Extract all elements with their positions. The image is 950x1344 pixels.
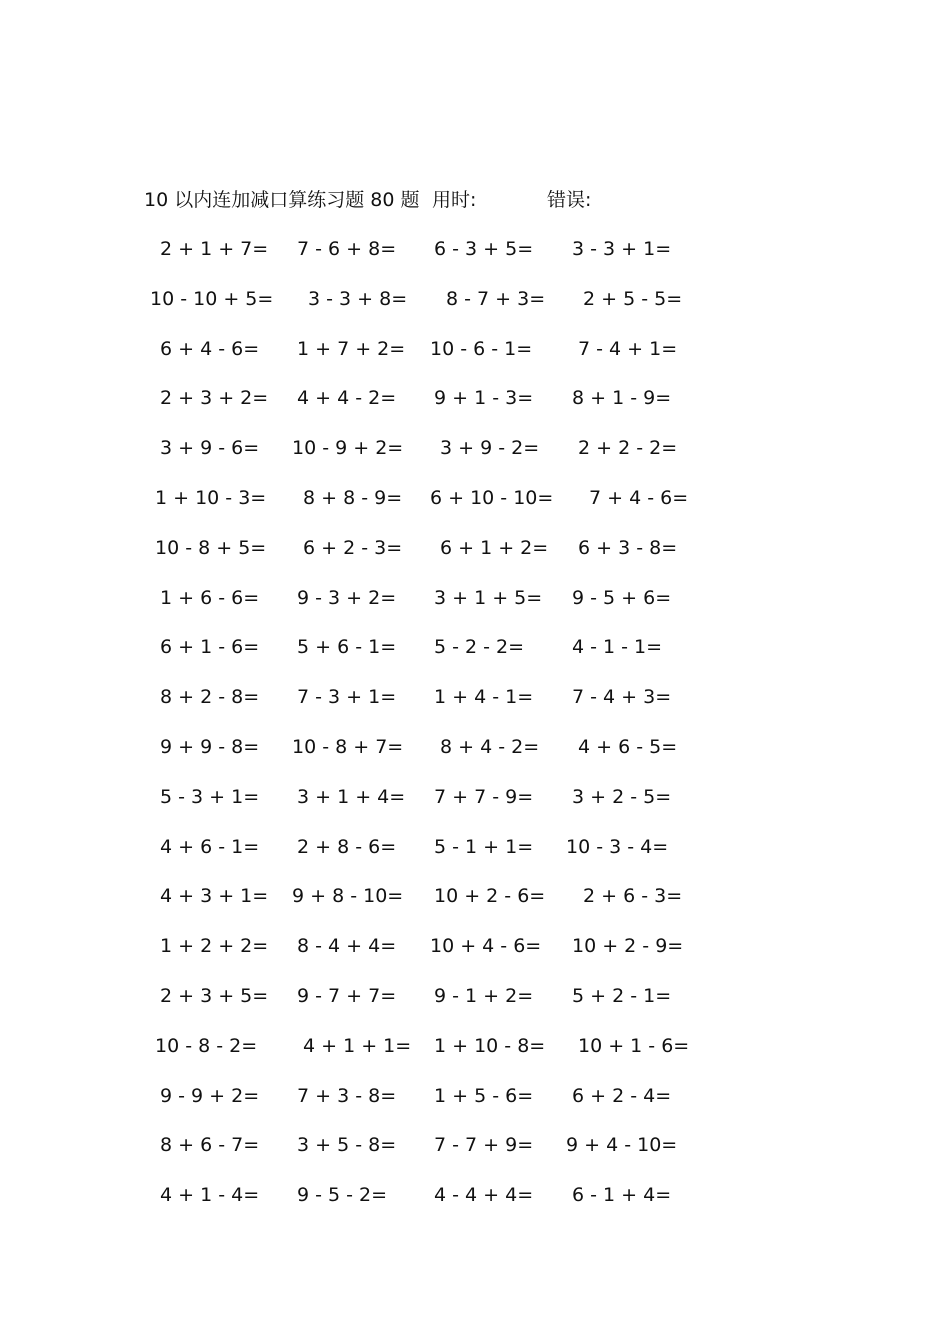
arithmetic-problem: 8 + 6 - 7= [160,1134,260,1157]
problem-row [0,681,950,713]
arithmetic-problem: 5 - 3 + 1= [160,785,260,808]
arithmetic-problem: 2 + 3 + 2= [160,387,269,410]
problem-row [0,880,950,912]
problem-row [0,631,950,663]
arithmetic-problem: 8 + 4 - 2= [440,736,540,758]
arithmetic-problem: 1 + 4 - 1= [434,686,534,709]
arithmetic-problem: 9 + 9 - 8= [160,736,260,758]
arithmetic-problem: 6 + 3 - 8= [578,536,678,559]
problem-row [0,333,950,365]
arithmetic-problem: 9 - 9 + 2= [160,1084,260,1107]
problem-row [0,731,950,763]
problem-row [0,582,950,614]
arithmetic-problem: 3 + 1 + 5= [434,586,543,609]
arithmetic-problem: 10 + 2 - 9= [572,935,684,958]
problem-row [0,831,950,863]
problem-row [0,980,950,1012]
arithmetic-problem: 9 - 7 + 7= [297,985,397,1007]
arithmetic-problem: 10 + 2 - 6= [434,885,546,908]
arithmetic-problem: 4 + 6 - 5= [578,736,678,758]
problem-row [0,930,950,962]
arithmetic-problem: 9 + 1 - 3= [434,387,534,410]
arithmetic-problem: 4 + 1 - 4= [160,1184,260,1207]
arithmetic-problem: 1 + 6 - 6= [160,586,260,609]
arithmetic-problem: 7 - 7 + 9= [434,1134,534,1157]
arithmetic-problem: 2 + 2 - 2= [578,437,678,460]
arithmetic-problem: 7 + 7 - 9= [434,785,534,808]
worksheet-title: 10 以内连加减口算练习题 80 题 [144,189,420,211]
arithmetic-problem: 2 + 6 - 3= [583,885,683,908]
arithmetic-problem: 8 + 8 - 9= [303,487,403,509]
arithmetic-problem: 3 + 1 + 4= [297,785,406,808]
arithmetic-problem: 8 + 1 - 9= [572,387,672,410]
arithmetic-problem: 2 + 5 - 5= [583,287,683,310]
arithmetic-problem: 3 + 5 - 8= [297,1134,397,1157]
arithmetic-problem: 6 + 10 - 10= [430,487,554,509]
arithmetic-problem: 10 - 8 + 7= [292,736,404,758]
time-used-label: 用时: [432,189,477,211]
arithmetic-problem: 3 + 9 - 6= [160,437,260,460]
arithmetic-problem: 6 + 4 - 6= [160,337,260,360]
arithmetic-problem: 10 - 8 + 5= [155,536,267,559]
arithmetic-problem: 6 + 2 - 4= [572,1084,672,1107]
arithmetic-problem: 9 - 3 + 2= [297,586,397,609]
arithmetic-problem: 3 - 3 + 8= [308,287,408,310]
problem-row [0,432,950,464]
problem-row [0,1030,950,1062]
arithmetic-problem: 1 + 2 + 2= [160,935,269,958]
arithmetic-problem: 5 - 2 - 2= [434,636,525,659]
arithmetic-problem: 6 + 2 - 3= [303,536,403,559]
arithmetic-problem: 4 - 1 - 1= [572,636,663,659]
arithmetic-problem: 8 - 7 + 3= [446,287,546,310]
errors-label: 错误: [547,189,592,211]
arithmetic-problem: 2 + 8 - 6= [297,835,397,858]
arithmetic-problem: 7 - 3 + 1= [297,686,397,709]
arithmetic-problem: 3 + 2 - 5= [572,785,672,808]
arithmetic-problem: 6 + 1 - 6= [160,636,260,659]
problem-row [0,382,950,414]
problem-row [0,532,950,564]
worksheet-header [144,186,744,214]
arithmetic-problem: 3 + 9 - 2= [440,437,540,460]
arithmetic-problem: 10 - 8 - 2= [155,1034,258,1057]
problem-row [0,1129,950,1161]
arithmetic-problem: 2 + 3 + 5= [160,985,269,1007]
arithmetic-problem: 7 - 4 + 3= [572,686,672,709]
problem-row [0,482,950,514]
arithmetic-problem: 10 - 9 + 2= [292,437,404,460]
arithmetic-problem: 8 - 4 + 4= [297,935,397,958]
arithmetic-problem: 10 + 4 - 6= [430,935,542,958]
arithmetic-problem: 10 - 6 - 1= [430,337,533,360]
arithmetic-problem: 9 + 8 - 10= [292,885,404,908]
arithmetic-problem: 1 + 7 + 2= [297,337,406,360]
problem-row [0,1080,950,1112]
arithmetic-problem: 2 + 1 + 7= [160,238,269,260]
arithmetic-problem: 9 - 5 + 6= [572,586,672,609]
arithmetic-problem: 10 - 3 - 4= [566,835,669,858]
arithmetic-problem: 4 + 4 - 2= [297,387,397,410]
problem-row [0,1179,950,1211]
problem-row [0,781,950,813]
arithmetic-problem: 6 - 1 + 4= [572,1184,672,1207]
arithmetic-problem: 9 - 1 + 2= [434,985,534,1007]
arithmetic-problem: 3 - 3 + 1= [572,238,672,260]
arithmetic-problem: 8 + 2 - 8= [160,686,260,709]
arithmetic-problem: 9 + 4 - 10= [566,1134,678,1157]
arithmetic-problem: 5 - 1 + 1= [434,835,534,858]
arithmetic-problem: 6 - 3 + 5= [434,238,534,260]
problem-row [0,233,950,265]
arithmetic-problem: 10 - 10 + 5= [150,287,274,310]
arithmetic-problem: 7 + 4 - 6= [589,487,689,509]
arithmetic-problem: 7 - 6 + 8= [297,238,397,260]
problem-row [0,283,950,315]
arithmetic-problem: 1 + 10 - 3= [155,487,267,509]
arithmetic-problem: 7 - 4 + 1= [578,337,678,360]
arithmetic-problem: 6 + 1 + 2= [440,536,549,559]
arithmetic-problem: 1 + 10 - 8= [434,1034,546,1057]
arithmetic-problem: 4 - 4 + 4= [434,1184,534,1207]
arithmetic-problem: 5 + 2 - 1= [572,985,672,1007]
arithmetic-problem: 9 - 5 - 2= [297,1184,388,1207]
arithmetic-problem: 5 + 6 - 1= [297,636,397,659]
arithmetic-problem: 4 + 6 - 1= [160,835,260,858]
arithmetic-problem: 1 + 5 - 6= [434,1084,534,1107]
arithmetic-problem: 4 + 3 + 1= [160,885,269,908]
arithmetic-problem: 7 + 3 - 8= [297,1084,397,1107]
arithmetic-problem: 10 + 1 - 6= [578,1034,690,1057]
arithmetic-problem: 4 + 1 + 1= [303,1034,412,1057]
